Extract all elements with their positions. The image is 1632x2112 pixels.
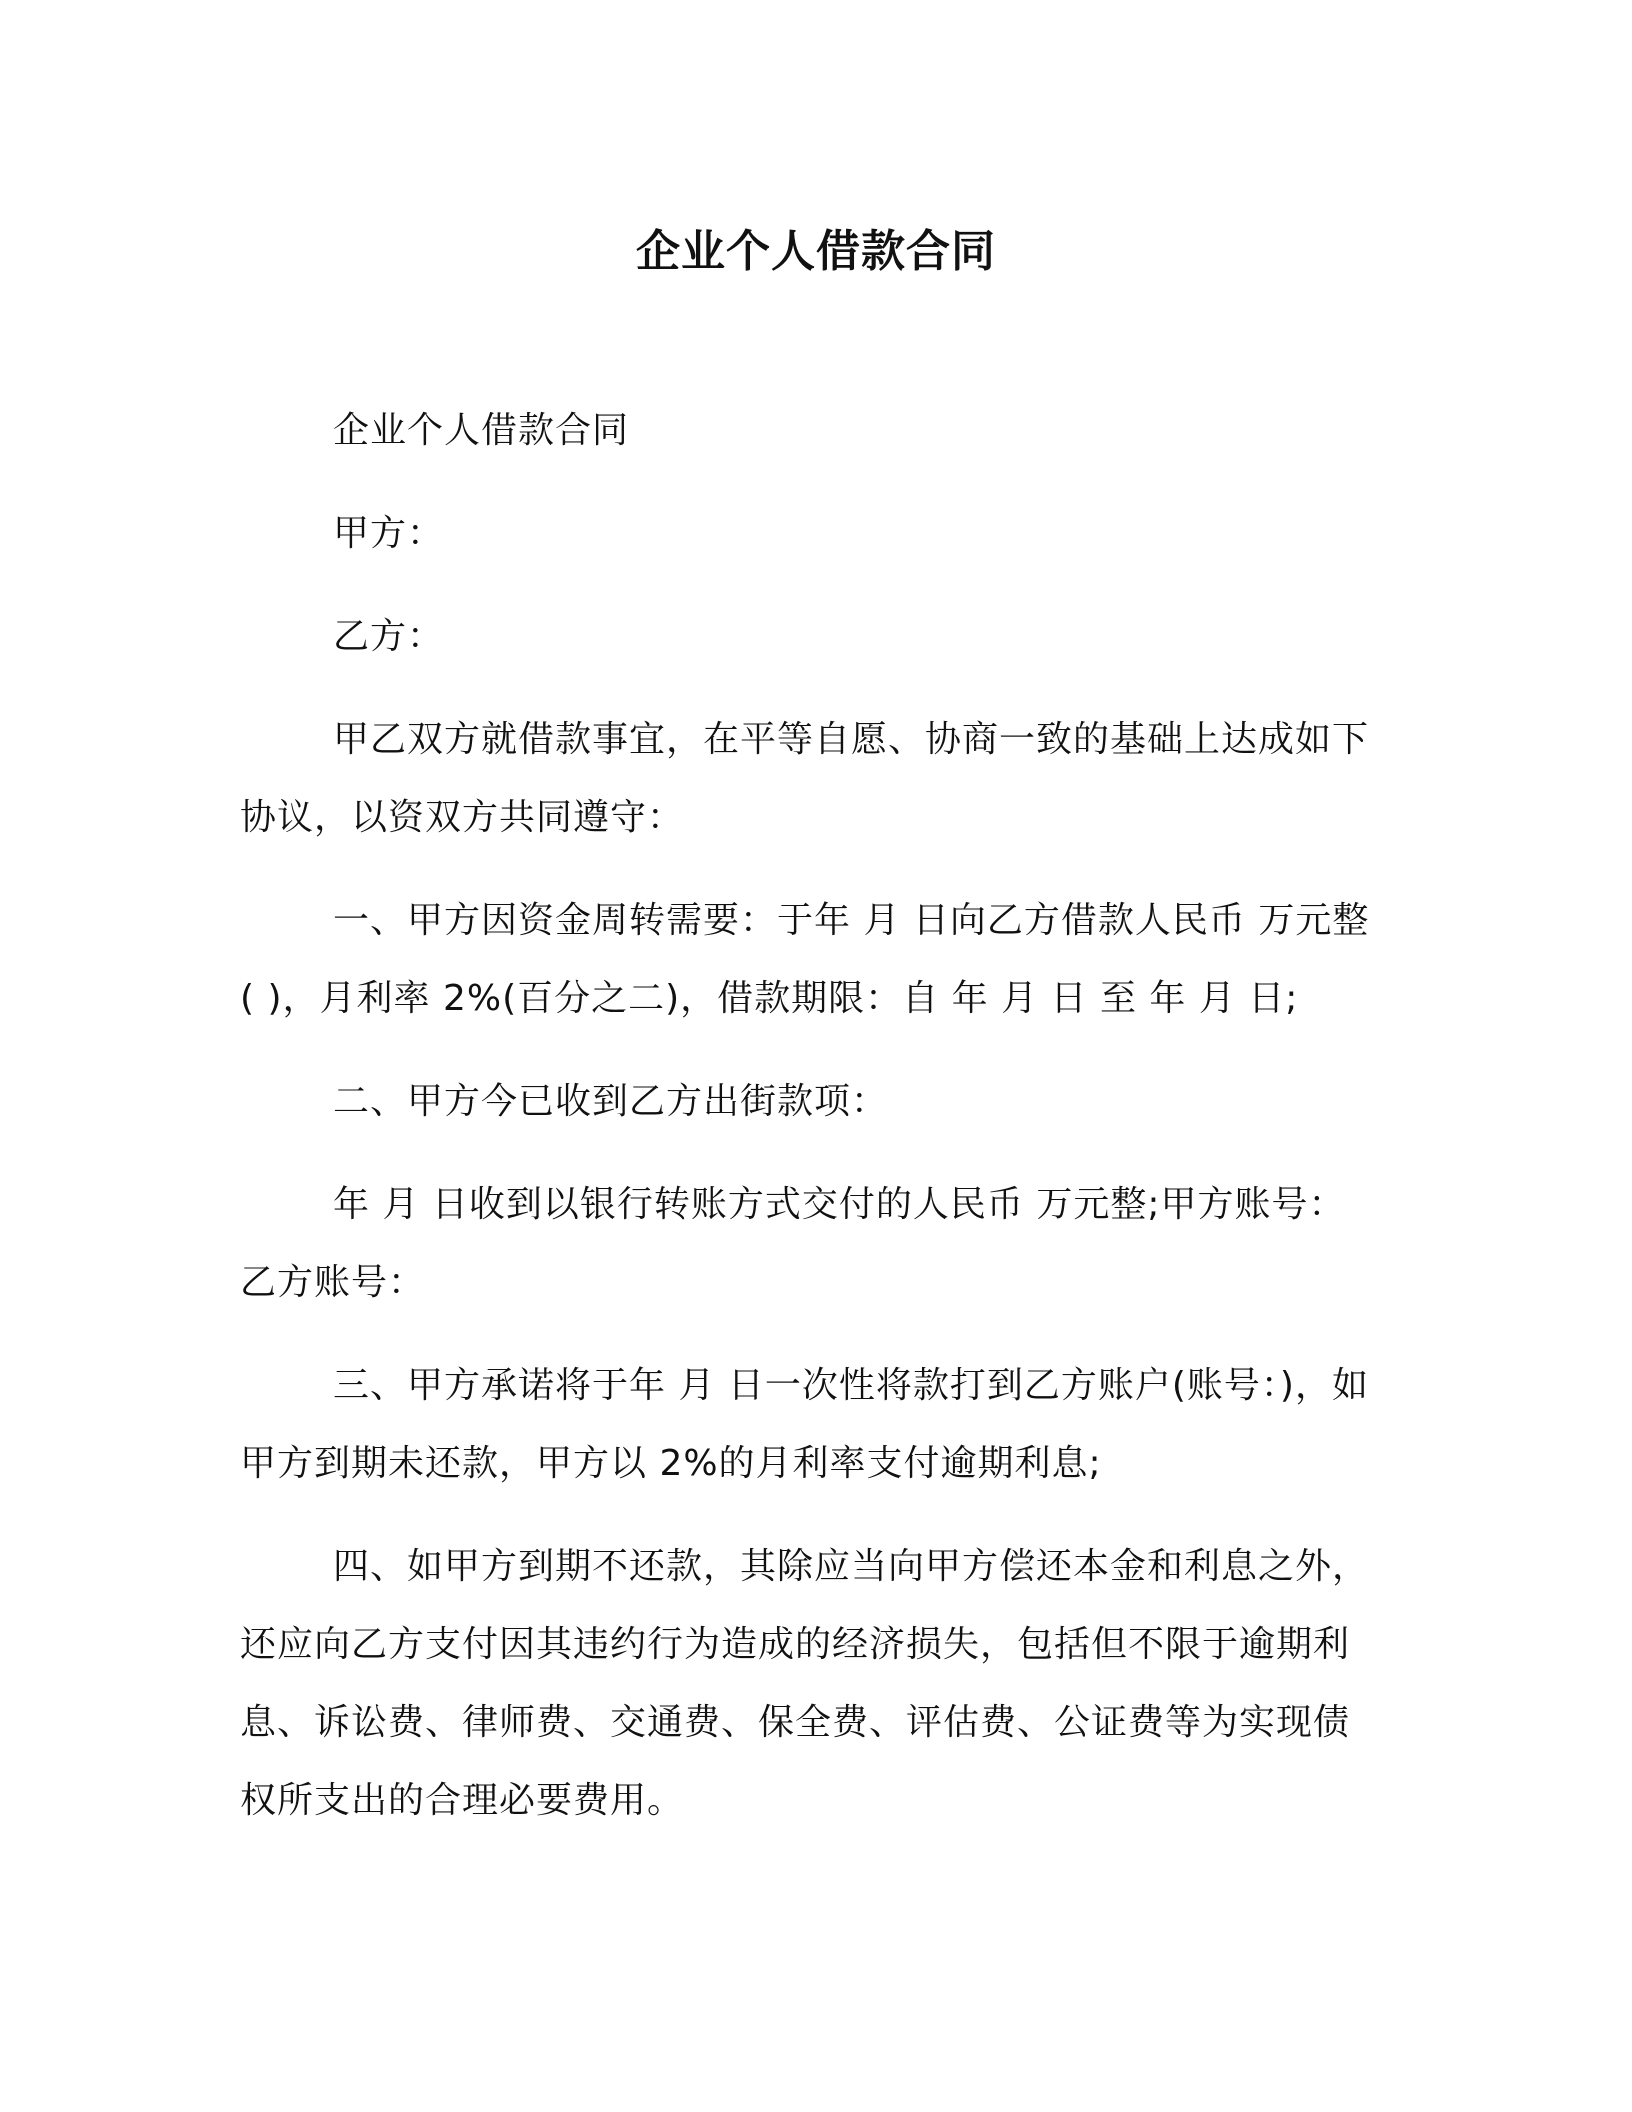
receipt-paragraph: 年 月 日收到以银行转账方式交付的人民币 万元整;甲方账号： 乙方账号： (240, 1184, 1358, 1303)
document-body (240, 392, 1380, 1865)
clause-1-paragraph: 一、甲方因资金周转需要：于年 月 日向乙方借款人民币 万元整( )，月利率 2%(百分之二)，借款期限：自 年 月 日 至 年 月 日; (240, 900, 1370, 1019)
clause-4-paragraph: 四、如甲方到期不还款，其除应当向甲方偿还本金和利息之外，还应向乙方支付因其违约行为造成的经济损失，包括但不限于逾期利息、诉讼费、律师费、交通费、保全费、评估费、公证费等为实现债权所支出的合理必要费用。 (240, 1546, 1370, 1821)
clause-3-paragraph: 三、甲方承诺将于年 月 日一次性将款打到乙方账户(账号：)，如甲方到期未还款，甲方以 2%的月利率支付逾期利息; (240, 1365, 1369, 1484)
clause-2-paragraph: 二、甲方今已收到乙方出街款项： (333, 1081, 889, 1122)
document-title: 企业个人借款合同 (636, 226, 996, 277)
party-b-line: 乙方： (333, 616, 445, 657)
preamble-paragraph: 甲乙双方就借款事宜，在平等自愿、协商一致的基础上达成如下协议，以资双方共同遵守： (240, 719, 1370, 838)
party-a-line: 甲方： (333, 513, 445, 554)
subtitle-paragraph: 企业个人借款合同 (333, 410, 630, 451)
